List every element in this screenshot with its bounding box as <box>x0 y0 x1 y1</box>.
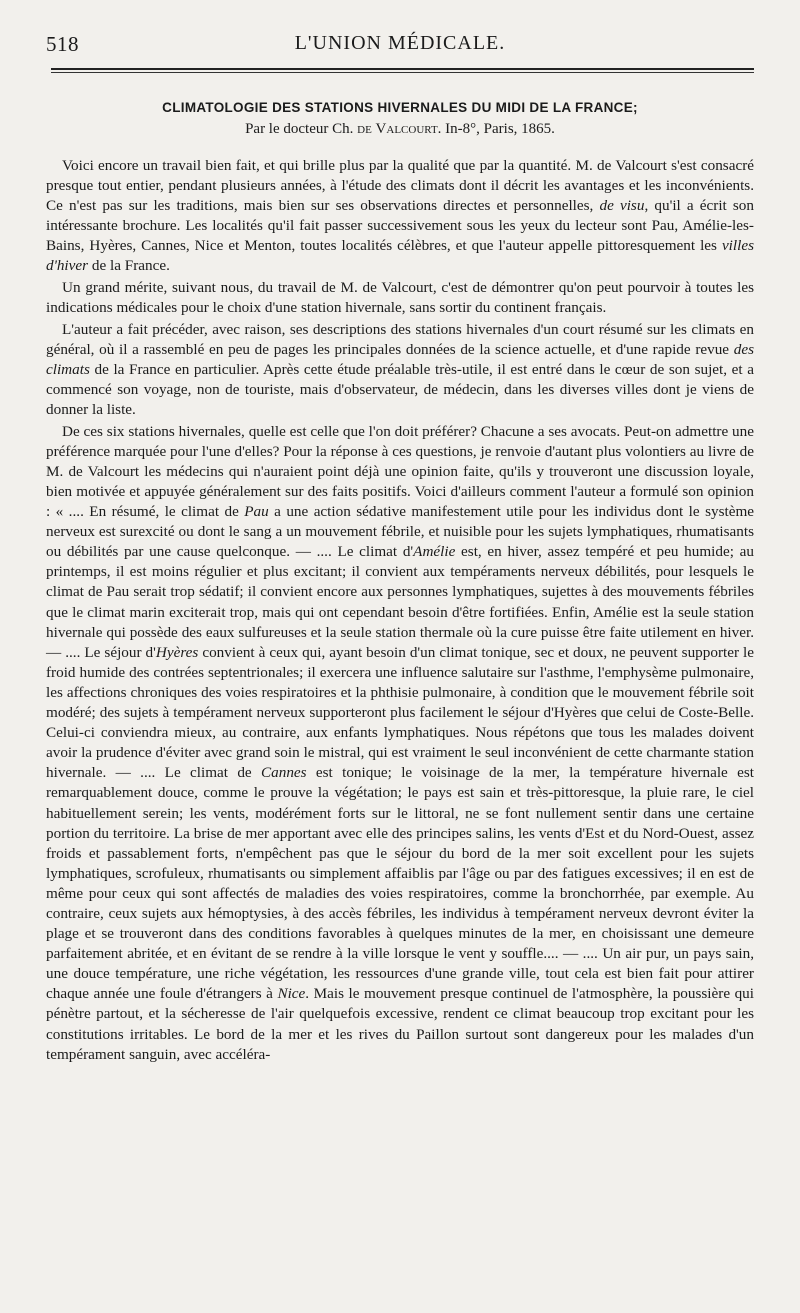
italic-run: Nice <box>277 985 306 1003</box>
byline-de: de <box>357 121 372 137</box>
text-run: de la France. <box>88 257 170 275</box>
text-run: Un grand mérite, suivant nous, du travail de M. de Valcourt, c'est de démontrer qu'on peut pourvoir à toutes les indications médicales pour le choix d'une station hivernale, sans sortir du continent français. <box>46 279 754 317</box>
italic-run: Pau <box>244 503 269 521</box>
paragraph-1 <box>46 156 754 277</box>
text-run: est, en hiver, assez tempéré et peu humide; au printemps, il est moins régulier et plus excitant; il convient aux tempéraments nerveux débilités, pour lesquels le climat de Pau serait trop sédatif; il convient encore aux personnes lymphatiques, sujettes à des mouvements fébriles que le climat marin exciterait trop, mais qui ont cependant besoin d'être fortifiées. Enfin, Amélie est la seule station hivernale qui possède des eaux sulfureuses et la seule station thermale où la cure puisse être faite utilement en hiver. — .... Le séjour d' <box>46 543 754 661</box>
text-run: L'auteur a fait précéder, avec raison, ses descriptions des stations hivernales d'un court résumé sur les climats en général, où il a rassemblé en peu de pages les principales données de la science actuelle, et d'une rapide revue <box>46 320 754 358</box>
italic-run: Hyères <box>155 643 199 661</box>
italic-run: des climats <box>46 340 754 378</box>
journal-title: L'UNION MÉDICALE. <box>294 32 506 54</box>
page-number: 518 <box>46 32 79 56</box>
byline-prefix: Par le docteur Ch. <box>245 121 354 137</box>
text-run: . Mais le mouvement presque continuel de l'atmosphère, la poussière qui pénètre partout, et la sécheresse de l'air quelquefois excessive, rendent ce climat beaucoup trop excitant pour les constitutions irritables. Le bord de la mer et les rives du Paillon surtout sont dangereux pour les malades d'un tempérament sanguin, avec accéléra- <box>46 985 754 1063</box>
text-run: Voici encore un travail bien fait, et qui brille plus par la qualité que par la quantité. M. de Valcourt s'est consacré presque tout entier, pendant plusieurs années, à l'étude des climats dont il décrit les avantages et les inconvénients. Ce n'est pas sur les traditions, mais bien sur ses observations directes et personnelles, <box>46 157 754 215</box>
text-run: , qu'il a écrit son intéressante brochure. Les localités qu'il fait passer successivement sous les yeux du lecteur sont Pau, Amélie-les-Bains, Hyères, Cannes, Nice et Menton, toutes localités célèbres, et que l'auteur appelle pittoresquement les <box>46 197 754 255</box>
text-run: de la France en particulier. Après cette étude préalable très-utile, il est entré dans le cœur de son sujet, et a commencé son voyage, non de touriste, mais d'observateur, de médecin, dans les diverses villes dont je viens de donner la liste. <box>46 360 754 419</box>
article-body <box>46 156 754 1065</box>
running-head <box>46 28 754 62</box>
italic-run: de visu <box>599 197 645 215</box>
article-title: CLIMATOLOGIE DES STATIONS HIVERNALES DU MIDI DE LA FRANCE; <box>162 100 638 115</box>
italic-run: Cannes <box>261 764 307 782</box>
text-run: a une action sédative manifestement utile pour les individus dont le système nerveux est surexcité ou dont le sang a un mouvement fébrile, et nuisible pour les sujets lymphatiques, rhumatisants ou débilités par une cause quelconque. — .... Le climat d' <box>46 503 754 561</box>
paragraph-2 <box>46 278 754 318</box>
header-rule <box>51 68 754 70</box>
paragraph-3 <box>46 320 754 420</box>
italic-run: villes d'hiver <box>46 237 754 275</box>
text-run: convient à ceux qui, ayant besoin d'un climat tonique, sec et doux, ne peuvent supporter le froid humide des contrées septentrionales; il exercera une influence salutaire sur l'asthme, l'emphysème pulmonaire, les affections chroniques des voies respiratoires et la phthisie pulmonaire, à condition que le mouvement fébrile soit modéré; des sujets à tempérament nerveux supporteront plus facilement le séjour d'Hyères que celui de Coste-Belle. Celui-ci conviendra mieux, au contraire, aux enfants lymphatiques. Nous répétons que tous les malades doivent avoir la prudence d'éviter avec grand soin le mistral, qui est vraiment le seul inconvénient de cette charmante station hivernale. — .... Le climat de <box>46 643 754 782</box>
text-run: est tonique; le voisinage de la mer, la température hivernale est remarquablement douce, comme le prouve la végétation; le pays est sain et très-pittoresque, la pluie rare, le ciel habituellement serein; les vents, modérément forts sur le littoral, ne se font nullement sentir dans une certaine portion du territoire. La brise de mer apportant avec elle des principes salins, les vents d'Est et du Nord-Ouest, assez froids et passablement forts, n'empêchent pas que le séjour du bord de la mer soit excellent pour les sujets lymphatiques, scrofuleux, rhumatisants ou simplement affaiblis par l'âge ou par des fatigues excessives; il en est de même pour ceux qui sont affectés de maladies des voies respiratoires, comme la bronchorrhée, par exemple. Au contraire, ceux sujets aux hémoptysies, à des accès fébriles, les individus à tempérament nerveux devront éviter la plage et se trouveront dans des conditions favorables à quelques minutes de la mer, en choisissant une demeure parfaitement abritée, et en évitant de se rendre à la ville lorsque le vent y souffle.... — .... Un air pur, un pays sain, une douce température, une riche végétation, les ressources d'une grande ville, tout cela est bien fait pour attirer chaque année une foule d'étrangers à <box>46 764 755 1003</box>
byline-author: Valcourt. <box>375 121 442 137</box>
byline-suffix: In-8°, Paris, 1865. <box>445 121 555 137</box>
paragraph-4 <box>46 422 754 1065</box>
article-byline <box>46 121 754 138</box>
italic-run: Amélie <box>413 543 456 561</box>
header-rule-thin <box>51 72 754 73</box>
text-run: De ces six stations hivernales, quelle est celle que l'on doit préférer? Chacune a ses avocats. Peut-on admettre une préférence marquée pour l'une d'elles? Pour la réponse à ces questions, je renvoie d'autant plus volontiers au livre de M. de Valcourt les médecins qui n'auraient point déjà une opinion faite, qu'ils y trouveront une discussion loyale, bien motivée et appuyée généralement sur des faits positifs. Voici d'ailleurs comment l'auteur a formulé son opinion : « .... En résumé, le climat de <box>46 422 754 521</box>
